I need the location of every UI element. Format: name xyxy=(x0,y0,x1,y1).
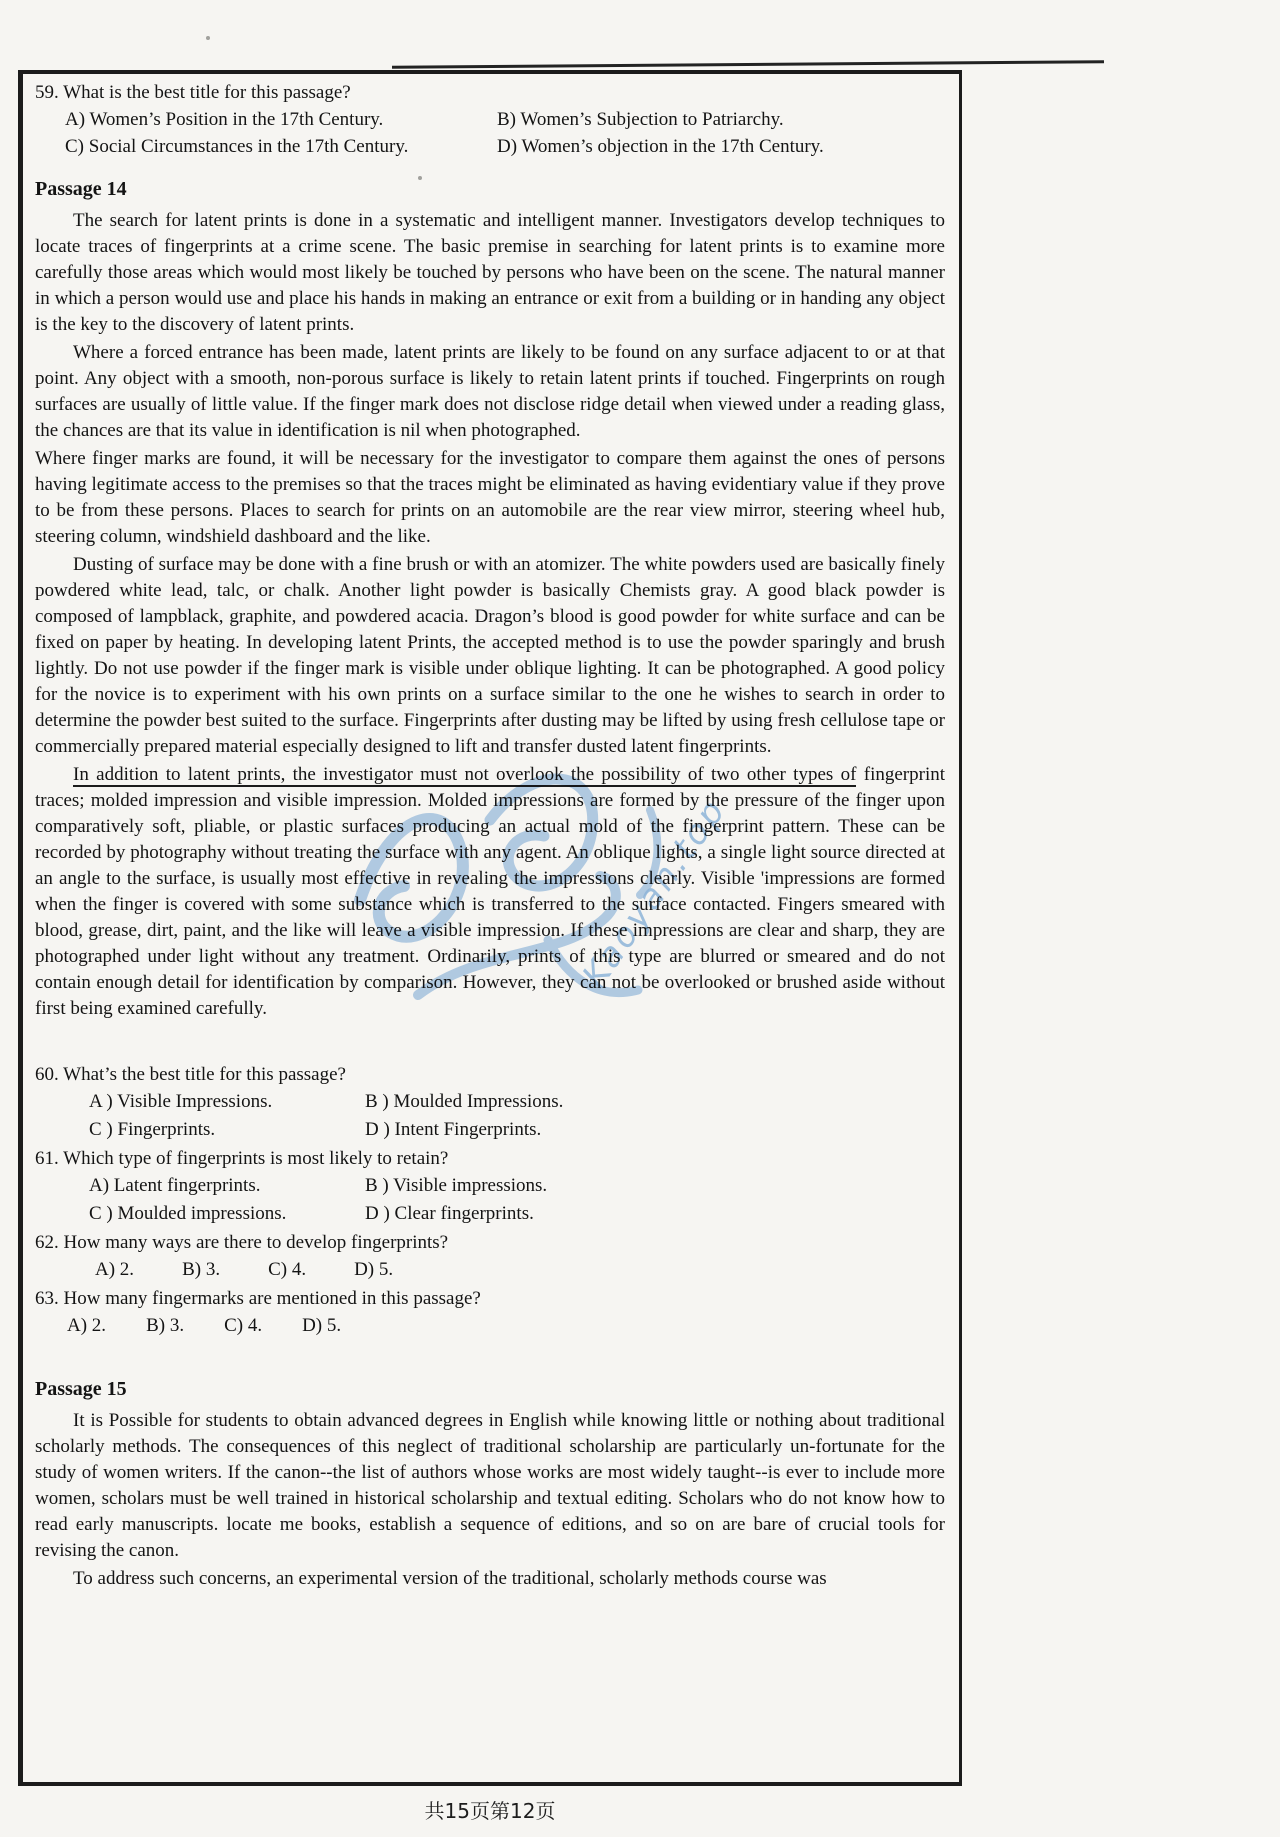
option-62-d: D) 5. xyxy=(354,1259,394,1280)
question-63-options xyxy=(35,1312,945,1340)
question-61-options xyxy=(35,1172,945,1228)
option-59-c: C) Social Circumstances in the 17th Century. xyxy=(65,136,409,157)
question-60-stem: 60. What’s the best title for this passage? xyxy=(35,1064,346,1085)
option-59-b: B) Women’s Subjection to Patriarchy. xyxy=(497,109,784,130)
option-60-b: B ) Moulded Impressions. xyxy=(365,1091,564,1112)
question-62 xyxy=(35,1230,945,1284)
option-61-b: B ) Visible impressions. xyxy=(365,1175,548,1196)
passage-15-title: Passage 15 xyxy=(35,1378,127,1400)
border-top-extension xyxy=(392,60,1104,69)
scan-speck xyxy=(206,36,210,40)
question-61-stem: 61. Which type of fingerprints is most likely to retain? xyxy=(35,1148,449,1169)
question-61 xyxy=(35,1146,945,1228)
question-62-stem: 62. How many ways are there to develop fingerprints? xyxy=(35,1232,449,1253)
question-63-stem: 63. How many fingermarks are mentioned in this passage? xyxy=(35,1288,481,1309)
option-61-d: D ) Clear fingerprints. xyxy=(365,1203,534,1224)
question-59-stem: 59. What is the best title for this passage? xyxy=(35,82,351,103)
option-61-c: C ) Moulded impressions. xyxy=(89,1203,287,1224)
option-59-a: A) Women’s Position in the 17th Century. xyxy=(65,109,384,130)
passage-14-paragraph-5-rest: fingerprint traces; molded impression and visible impression. Molded impressions are formed by the pressure of the finger upon comparatively soft, pliable, or plastic surfaces producing an actual mold of the fingerprint pattern. These can be recorded by photography without treating the surface with any agent. An oblique lights, a single light source directed at an angle to the surface, is usually most effective in revealing the impressions clearly. Visible 'impressions are formed when the finger is covered with some substance which is transferred to the surface contacted. Fingers smeared with blood, grease, dirt, paint, and the like will leave a visible impression. If these impressions are clear and sharp, they are photographed under light without any treatment. Ordinarily, prints of this type are blurred or smeared and do not contain enough detail for identification by comparison. However, they can not be overlooked or brushed aside without first being examined carefully. xyxy=(35,764,946,1019)
option-60-c: C ) Fingerprints. xyxy=(89,1119,216,1140)
option-59-d: D) Women’s objection in the 17th Century. xyxy=(497,136,824,157)
option-63-d: D) 5. xyxy=(302,1315,342,1336)
question-59 xyxy=(35,80,945,160)
passage-14-paragraph-1: The search for latent prints is done in a systematic and intelligent manner. Investigators develop techniques to locate traces of fingerprints at a crime scene. The basic premise in searching for latent prints is to examine more carefully those areas which would most likely be touched by persons who have been on the scene. The natural manner in which a person would use and place his hands in making an entrance or exit from a building or in handing any object is the key to the discovery of latent prints. xyxy=(35,210,945,335)
option-60-a: A ) Visible Impressions. xyxy=(89,1091,273,1112)
passage-15-paragraph-2: To address such concerns, an experimental version of the traditional, scholarly methods course was xyxy=(73,1568,827,1589)
passage-14-underlined-clause: In addition to latent prints, the investigator must not overlook the possibility of two other types of xyxy=(73,764,857,785)
option-62-a: A) 2. xyxy=(95,1259,135,1280)
passage-14-paragraph-3: Where finger marks are found, it will be necessary for the investigator to compare them against the ones of persons having legitimate access to the premises so that the traces might be eliminated as having evidentiary value if they prove to be from these persons. Places to search for prints on an automobile are the rear view mirror, steering wheel hub, steering column, windshield dashboard and the like. xyxy=(35,448,945,547)
option-60-d: D ) Intent Fingerprints. xyxy=(365,1119,542,1140)
content-frame xyxy=(18,70,962,1786)
watermark-url-text: Kaoyan.top xyxy=(574,790,735,996)
passage-14-paragraph-2: Where a forced entrance has been made, latent prints are likely to be found on any surface adjacent to or at that point. Any object with a smooth, non-porous surface is likely to retain latent prints if touched. Fingerprints on rough surfaces are usually of little value. If the finger mark does not disclose ridge detail when viewed under a reading glass, the chances are that its value in identification is nil when photographed. xyxy=(35,342,945,441)
passage-14-paragraph-5 xyxy=(35,762,945,1022)
question-59-options xyxy=(35,106,945,160)
question-60-options xyxy=(35,1088,945,1144)
page-footer: 共15页第12页 xyxy=(424,1799,556,1823)
option-62-b: B) 3. xyxy=(182,1259,221,1280)
option-63-c: C) 4. xyxy=(224,1315,263,1336)
passage-14-paragraph-4: Dusting of surface may be done with a fine brush or with an atomizer. The white powders used are basically finely powdered white lead, talc, or chalk. Another light powder is basically Chemists gray. A good black powder is composed of lampblack, graphite, and powdered acacia. Dragon’s blood is good powder for white surface and can be fixed on paper by heating. In developing latent Prints, the accepted method is to use the powder sparingly and brush lightly. Do not use powder if the finger mark is visible under oblique lighting. It can be photographed. A good policy for the novice is to experiment with his own prints on a surface similar to the one he wishes to search in order to determine the powder best suited to the surface. Fingerprints after dusting may be lifted by using fresh cellulose tape or commercially prepared material especially designed to lift and transfer dusted latent fingerprints. xyxy=(35,554,945,757)
option-63-a: A) 2. xyxy=(67,1315,107,1336)
question-62-options xyxy=(35,1256,945,1284)
passage-15-paragraph-1: It is Possible for students to obtain advanced degrees in English while knowing little or nothing about traditional scholarly methods. The consequences of this neglect of traditional scholarship are particularly un-fortunate for the study of women writers. If the canon--the list of authors whose works are most widely taught--is ever to include more women, scholars must be well trained in historical scholarship and textual editing. Scholars who do not know how to read early manuscripts. locate me books, establish a sequence of editions, and so on are bare of crucial tools for revising the canon. xyxy=(35,1410,945,1561)
question-60 xyxy=(35,1062,945,1144)
option-61-a: A) Latent fingerprints. xyxy=(89,1175,261,1196)
passage-14-title: Passage 14 xyxy=(35,178,127,200)
option-62-c: C) 4. xyxy=(268,1259,307,1280)
option-63-b: B) 3. xyxy=(146,1315,185,1336)
question-63 xyxy=(35,1286,945,1340)
